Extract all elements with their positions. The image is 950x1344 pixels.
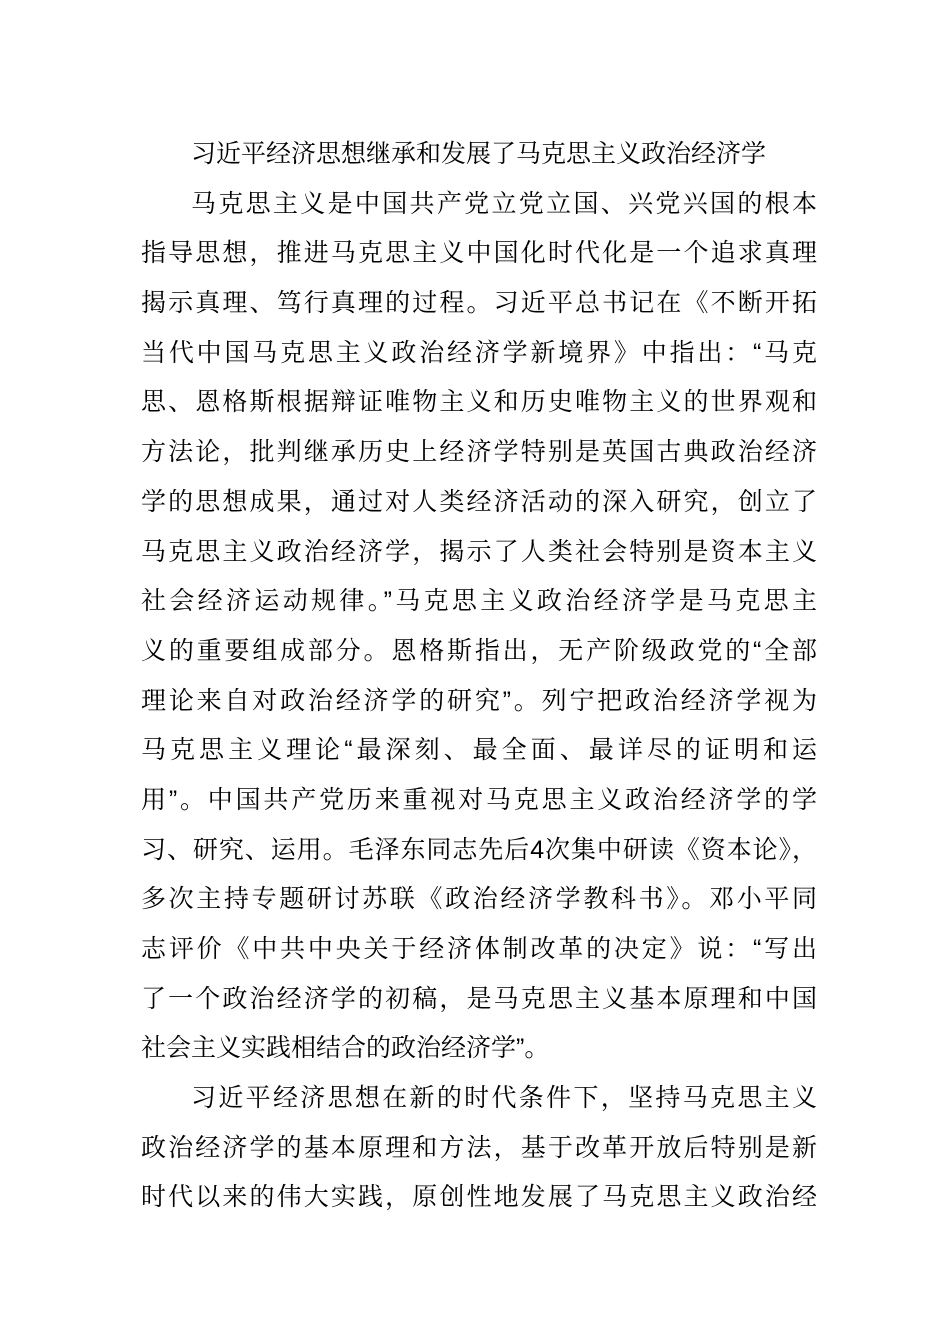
text-line: 多次主持专题研讨苏联《政治经济学教科书》。邓小平同 — [141, 885, 817, 914]
text-line: 理论来自对政治经济学的研究”。列宁把政治经济学视为 — [141, 686, 817, 715]
text-line: 用”。中国共产党历来重视对马克思主义政治经济学的学 — [141, 785, 817, 814]
document-body — [141, 130, 817, 1223]
text-line: 方法论，批判继承历史上经济学特别是英国古典政治经济 — [141, 438, 817, 467]
text-line: 志评价《中共中央关于经济体制改革的决定》说：“写出 — [141, 935, 817, 963]
text-line: 当代中国马克思主义政治经济学新境界》中指出：“马克 — [141, 338, 817, 367]
text-line: 马克思主义政治经济学，揭示了人类社会特别是资本主义 — [141, 537, 817, 566]
document-title: 习近平经济思想继承和发展了马克思主义政治经济学 — [191, 140, 767, 168]
text-line: 义的重要组成部分。恩格斯指出，无产阶级政党的“全部 — [141, 636, 817, 665]
text-line: 指导思想，推进马克思主义中国化时代化是一个追求真理 — [141, 239, 817, 268]
text-line: 揭示真理、笃行真理的过程。习近平总书记在《不断开拓 — [141, 289, 817, 318]
text-line: 马克思主义是中国共产党立党立国、兴党兴国的根本 — [191, 189, 817, 218]
text-line: 学的思想成果，通过对人类经济活动的深入研究，创立了 — [141, 487, 817, 516]
text-line: 习近平经济思想在新的时代条件下，坚持马克思主义 — [191, 1084, 817, 1113]
text-line: 马克思主义理论“最深刻、最全面、最详尽的证明和运 — [141, 736, 817, 765]
text-line: 了一个政治经济学的初稿，是马克思主义基本原理和中国 — [141, 984, 817, 1013]
text-line: 社会经济运动规律。”马克思主义政治经济学是马克思主 — [141, 587, 817, 616]
text-line: 习、研究、运用。毛泽东同志先后4次集中研读《资本论》， — [141, 835, 817, 864]
text-line: 政治经济学的基本原理和方法，基于改革开放后特别是新 — [141, 1133, 817, 1162]
text-line: 时代以来的伟大实践，原创性地发展了马克思主义政治经 — [141, 1183, 817, 1212]
text-line: 思、恩格斯根据辩证唯物主义和历史唯物主义的世界观和 — [141, 388, 817, 417]
text-line: 社会主义实践相结合的政治经济学”。 — [141, 1034, 550, 1063]
